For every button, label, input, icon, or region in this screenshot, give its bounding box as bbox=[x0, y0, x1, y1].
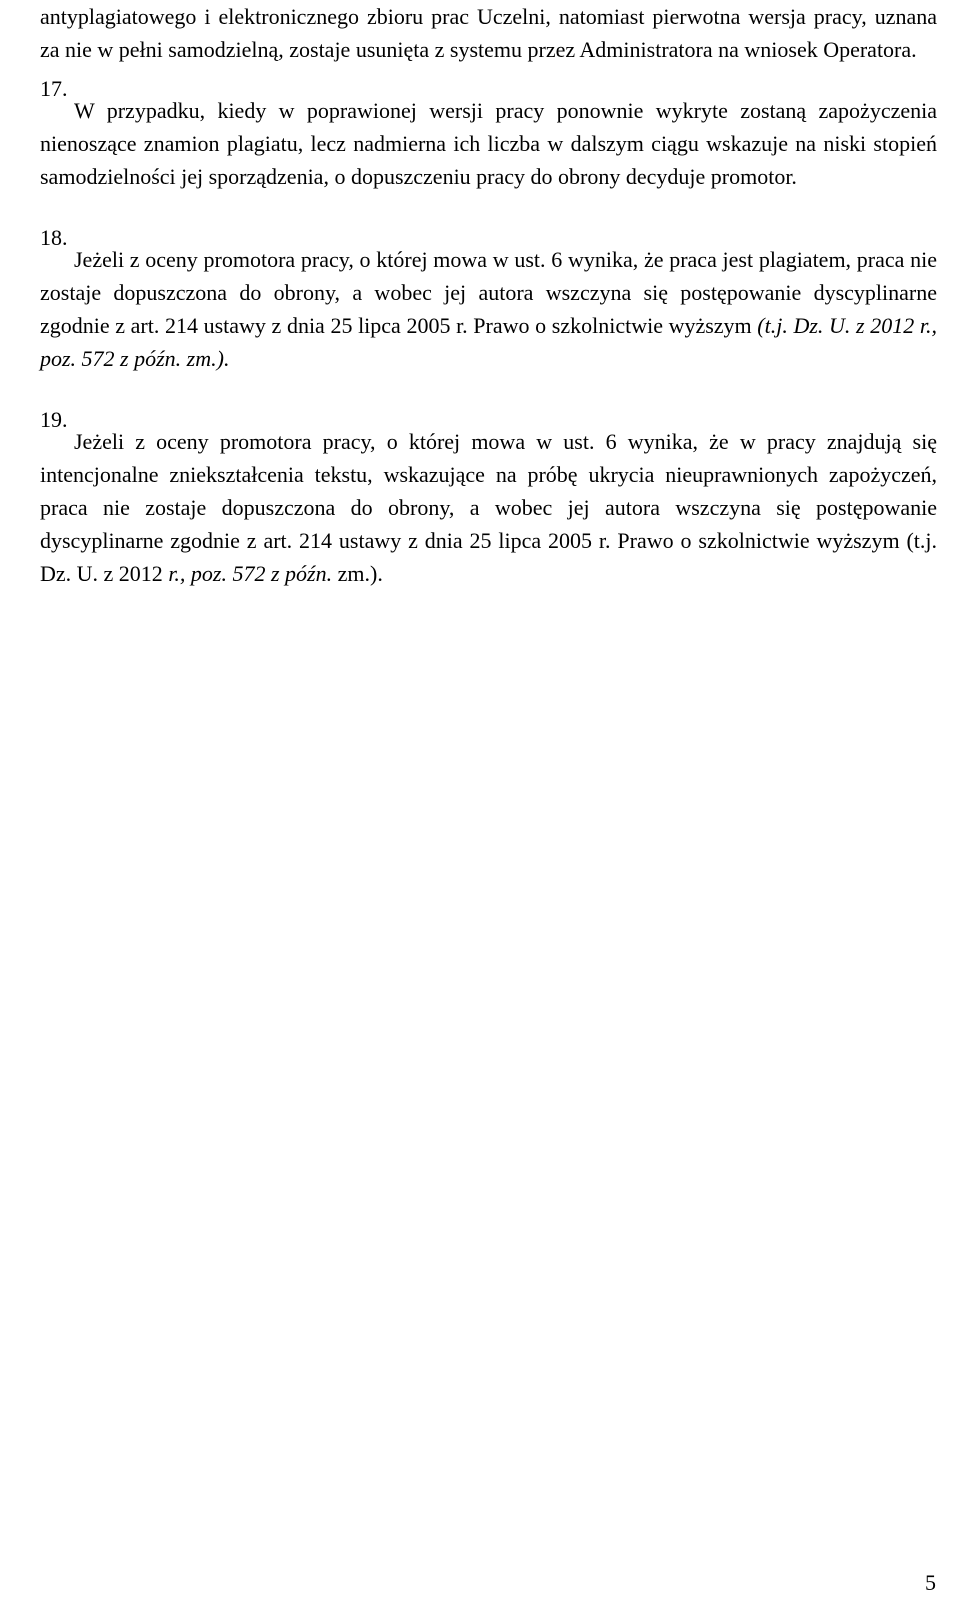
document-page bbox=[40, 0, 937, 612]
intro-paragraph: antyplagiatowego i elektronicznego zbioru prac Uczelni, natomiast pierwotna wersja pracy, uznana za nie w pełni samodzielną, zostaje usunięta z systemu przez Administratora na wniosek Operatora. bbox=[40, 4, 937, 62]
item-number: 17. bbox=[40, 76, 68, 101]
page-number: 5 bbox=[925, 1570, 936, 1595]
item-number: 18. bbox=[40, 225, 68, 250]
list-item-19 bbox=[40, 403, 937, 612]
item-text-main: W przypadku, kiedy w poprawionej wersji pracy ponownie wykryte zostaną zapożyczenia nienoszące znamion plagiatu, lecz nadmierna ich liczba w dalszym ciągu wskazuje na niski stopień samodzielności jej sporządzenia, o dopuszczeniu pracy do obrony decyduje promotor. bbox=[40, 98, 937, 189]
list-item-18 bbox=[40, 221, 937, 397]
item-text bbox=[40, 243, 937, 375]
item-text-citation: r., poz. 572 z późn. bbox=[168, 561, 333, 586]
item-text-main: Jeżeli z oceny promotora pracy, o której mowa w ust. 6 wynika, że praca jest plagiatem, praca nie zostaje dopuszczona do obrony, a wobec jej autora wszczyna się postępowanie dyscyplinarne zgodnie z art. 214 ustawy z dnia 25 lipca 2005 r. Prawo o szkolnictwie wyższym bbox=[40, 247, 937, 338]
item-text bbox=[40, 94, 937, 193]
item-text bbox=[40, 425, 937, 590]
list-item-17 bbox=[40, 72, 937, 215]
item-text-tail: zm.). bbox=[332, 561, 383, 586]
item-text-citation: (t.j. Dz. U. z 2012 r., poz. 572 z późn. zm.). bbox=[40, 313, 937, 371]
item-number: 19. bbox=[40, 407, 68, 432]
item-text-main: Jeżeli z oceny promotora pracy, o której mowa w ust. 6 wynika, że w pracy znajdują się intencjonalne zniekształcenia tekstu, wskazujące na próbę ukrycia nieuprawnionych zapożyczeń, praca nie zostaje dopuszczona do obrony, a wobec jej autora wszczyna się postępowanie dyscyplinarne zgodnie z art. 214 ustawy z dnia 25 lipca 2005 r. Prawo o szkolnictwie wyższym (t.j. Dz. U. z 2012 bbox=[40, 429, 937, 586]
